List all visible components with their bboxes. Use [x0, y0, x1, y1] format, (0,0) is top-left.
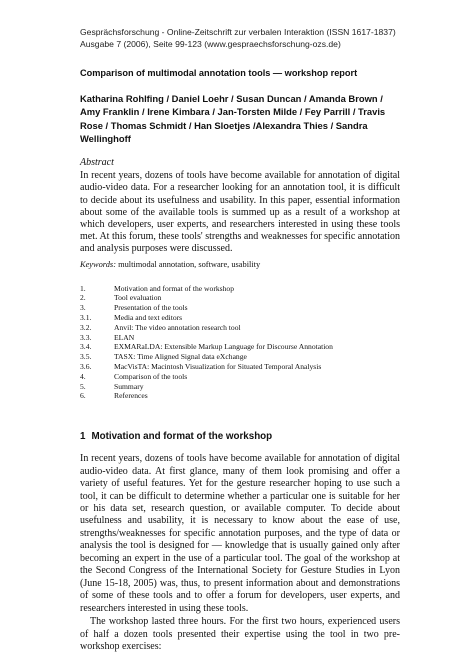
toc-item — [80, 303, 400, 313]
abstract-text: In recent years, dozens of tools have become available for annotation of digital audio-video data. For a researcher looking for an annotation tool, it is difficult to decide about its usefulness and usability. In this paper, essential information about some of the available tools is summed up as a result of a workshop at which developers, user experts, and researchers interested in using these tools met. At this forum, these tools' strengths and weaknesses for specific annotation and analysis purposes were discussed. — [80, 170, 400, 255]
body-paragraph: The workshop lasted three hours. For the first two hours, experienced users of half a dozen tools presented their expertise using the tool in two pre-workshop exercises: — [80, 616, 400, 652]
toc-number: 2. — [80, 293, 86, 303]
toc-title: Presentation of the tools — [114, 303, 188, 313]
toc-title: Motivation and format of the workshop — [114, 283, 235, 293]
section-number: 1 — [80, 431, 86, 443]
body-paragraph: In recent years, dozens of tools have become available for annotation of digital audio-video data. At first glance, many of them look promising and offer a variety of useful features. Yet for the gesture researcher hoping to use such a tool, it can be difficult to determine whether a particular one is suitable for her or his data set, research question, or available computer. To decide about usefulness and usability, it is necessary to know about the ease of use, strengths/weaknesses for specific annotation purposes, and the type of data or analysis the tool is designed for — knowledge that is usually gained only after becoming an expert in the use of a particular tool. The goal of the workshop at the Second Congress of the International Society for Gesture Studies in Lyon (June 15-18, 2005) was, thus, to present information about and demonstrations of some of these tools and to offer a forum for developers, user experts, and researchers interested in using these tools. — [80, 453, 400, 614]
toc-number: 3.1. — [80, 313, 92, 322]
toc-title: Summary — [114, 381, 144, 391]
toc-item — [80, 362, 400, 372]
toc-item — [80, 342, 400, 352]
toc-number: 3.3. — [80, 332, 92, 342]
paper-title: Comparison of multimodal annotation tools — workshop report — [80, 68, 358, 78]
journal-line-2: Ausgabe 7 (2006), Seite 99-123 (www.gespraechsforschung-ozs.de) — [80, 39, 341, 49]
toc-title: ELAN — [114, 332, 135, 342]
keywords-value: multimodal annotation, software, usability — [118, 259, 261, 269]
section-title: Motivation and format of the workshop — [91, 431, 273, 443]
toc-number: 3.2. — [80, 322, 92, 332]
author-list: Katharina Rohlfing / Daniel Loehr / Susan Duncan / Amanda Brown / Amy Franklin / Irene Kimbara / Jan-Torsten Milde / Fey Parrill / Travis Rose / Thomas Schmidt / Han Sloetjes /Alexandra Thies / Sandra Wellinghoff — [80, 93, 386, 144]
toc-title: Comparison of the tools — [114, 371, 188, 381]
toc-title: TASX: Time Aligned Signal data eXchange — [114, 352, 247, 362]
toc-item — [80, 333, 400, 343]
toc-title: Anvil: The video annotation research tool — [114, 322, 241, 332]
toc-title: Tool evaluation — [114, 293, 162, 303]
toc-title: References — [114, 391, 148, 401]
journal-line-1: Gesprächsforschung - Online-Zeitschrift zur verbalen Interaktion (ISSN 1617-1837) — [80, 27, 396, 37]
journal-header — [80, 26, 400, 50]
toc-item — [80, 323, 400, 333]
table-of-contents — [80, 284, 400, 402]
toc-item — [80, 372, 400, 382]
toc-item — [80, 284, 400, 294]
toc-item — [80, 293, 400, 303]
section-heading — [80, 431, 400, 443]
keywords-label: Keywords: — [80, 259, 116, 269]
toc-number: 6. — [80, 391, 86, 401]
paper-page — [80, 26, 400, 653]
keywords — [80, 259, 400, 270]
toc-item — [80, 352, 400, 362]
toc-title: Media and text editors — [114, 313, 183, 322]
toc-title: EXMARaLDA: Extensible Markup Language for Discourse Annotation — [114, 342, 333, 352]
toc-number: 1. — [80, 283, 86, 293]
toc-item — [80, 313, 400, 323]
toc-number: 3.4. — [80, 342, 92, 352]
toc-title: MacVisTA: Macintosh Visualization for Situated Temporal Analysis — [114, 361, 322, 371]
abstract-label: Abstract — [80, 157, 114, 169]
toc-number: 3.6. — [80, 361, 92, 371]
toc-number: 4. — [80, 371, 86, 381]
toc-number: 5. — [80, 381, 86, 391]
toc-item — [80, 382, 400, 392]
toc-number: 3. — [80, 303, 86, 313]
toc-number: 3.5. — [80, 352, 92, 362]
toc-item — [80, 391, 400, 401]
